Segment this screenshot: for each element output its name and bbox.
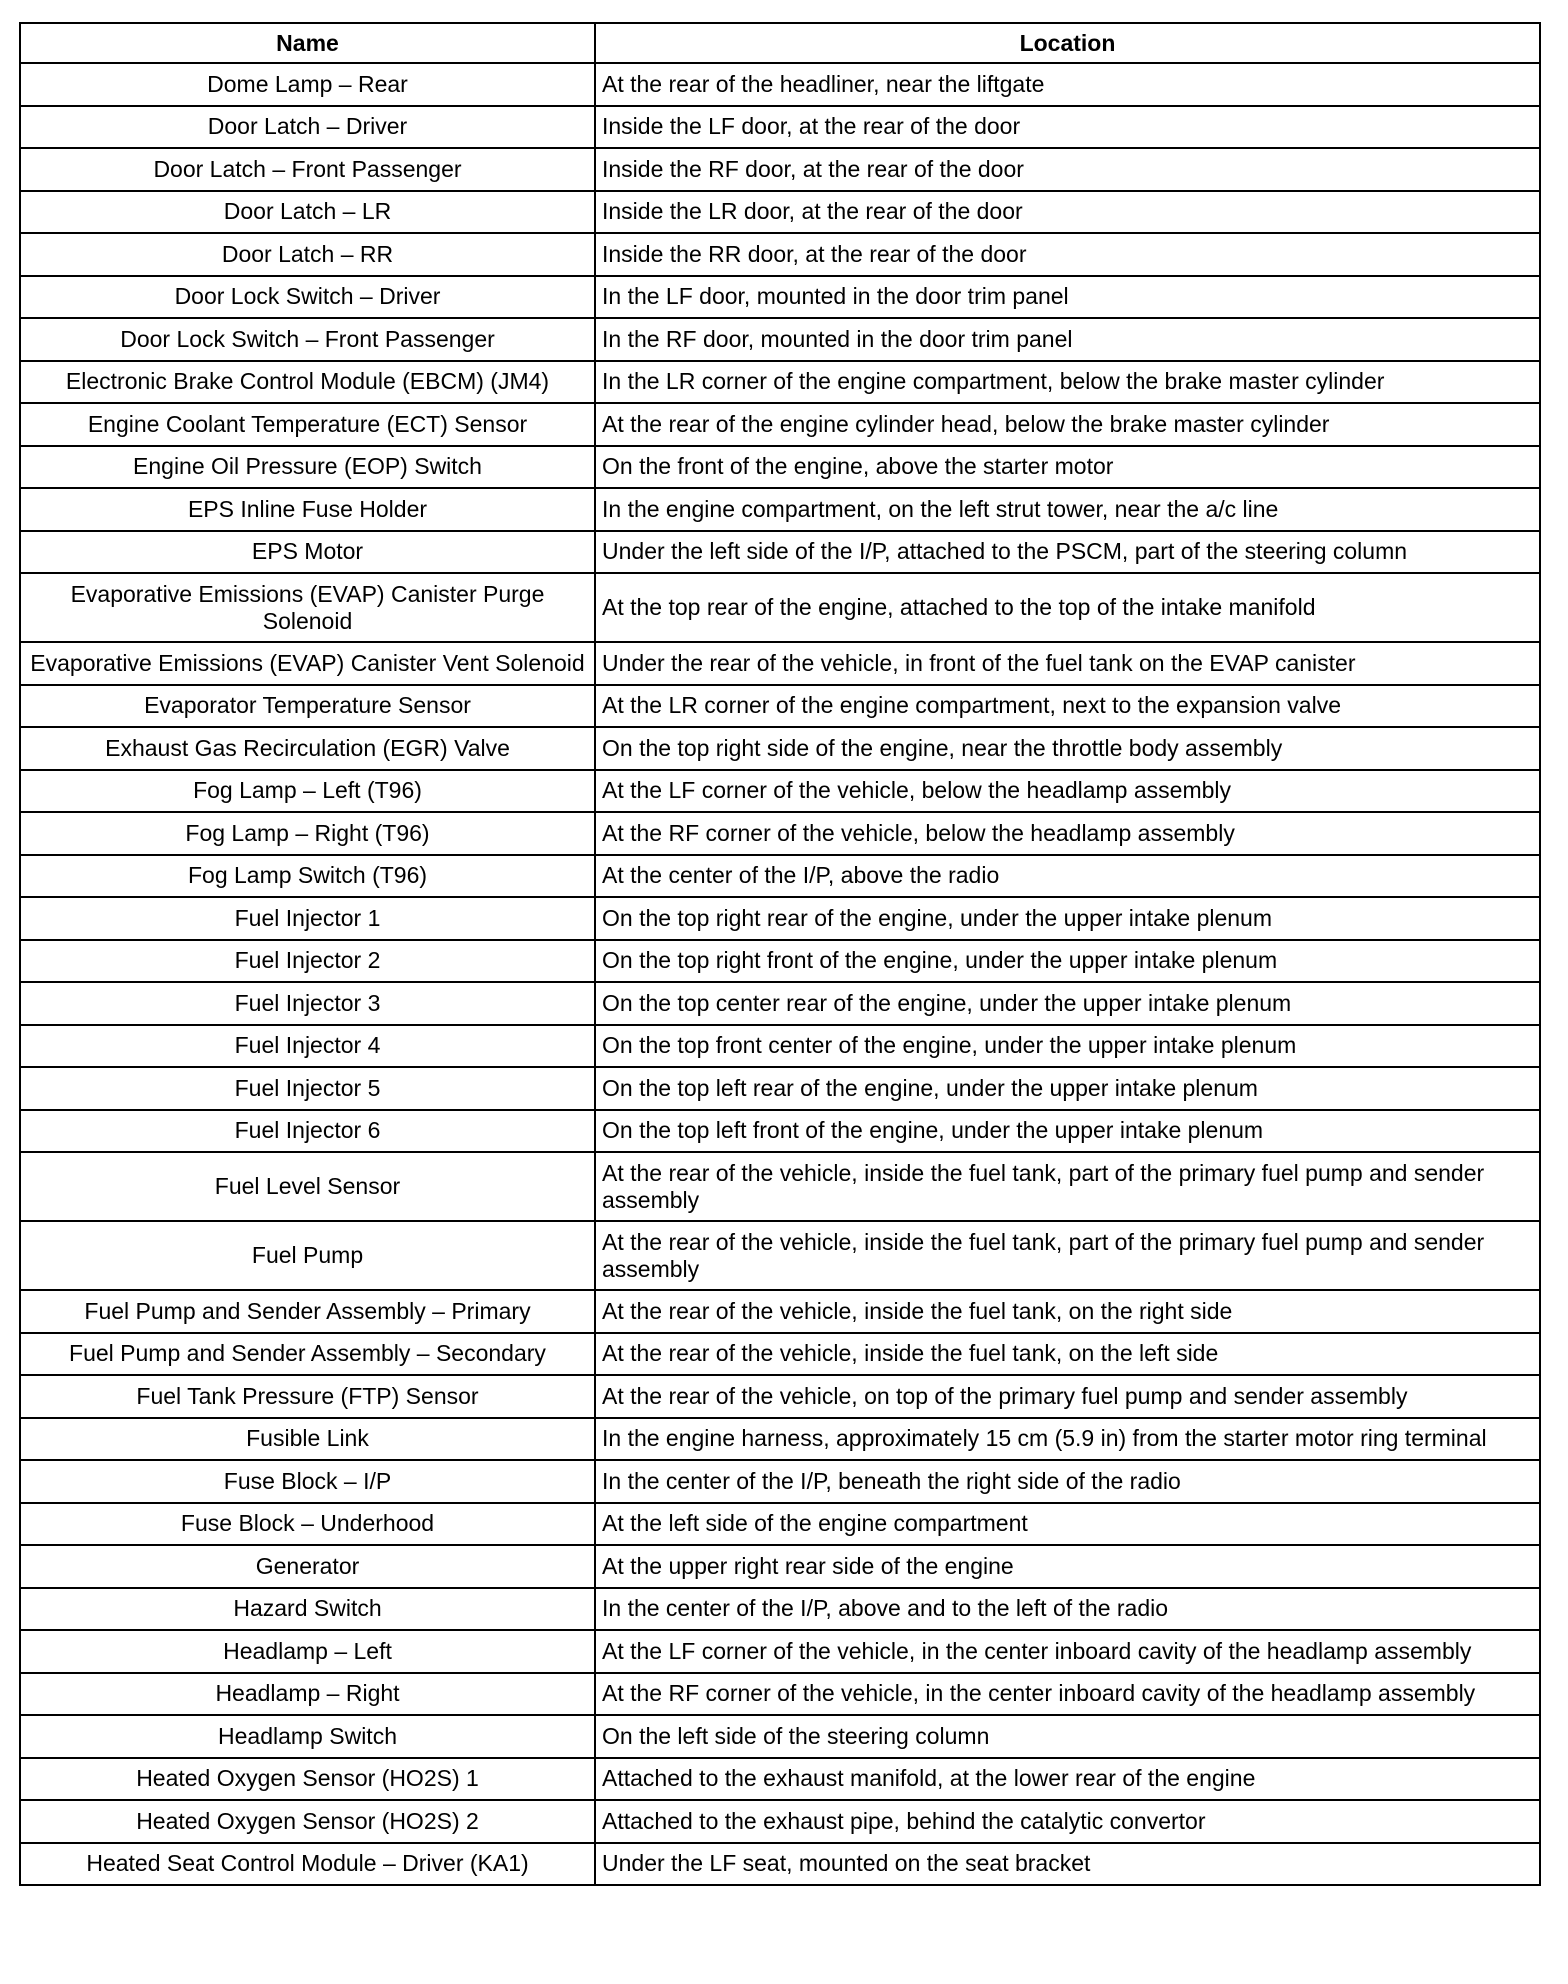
table-row — [20, 1025, 1540, 1068]
component-name: Hazard Switch — [20, 1588, 595, 1631]
component-location: At the upper right rear side of the engine — [595, 1545, 1540, 1588]
component-name: Door Latch – Driver — [20, 106, 595, 149]
table-row — [20, 1375, 1540, 1418]
table-row — [20, 1110, 1540, 1153]
table-row — [20, 770, 1540, 813]
table-row — [20, 1418, 1540, 1461]
table-row — [20, 361, 1540, 404]
component-location: At the LR corner of the engine compartment, next to the expansion valve — [595, 685, 1540, 728]
component-name: Fuse Block – I/P — [20, 1460, 595, 1503]
component-location: Under the LF seat, mounted on the seat bracket — [595, 1843, 1540, 1886]
table-row — [20, 531, 1540, 574]
component-location: At the rear of the vehicle, inside the fuel tank, part of the primary fuel pump and sender assembly — [595, 1152, 1540, 1221]
component-location: Inside the RR door, at the rear of the door — [595, 233, 1540, 276]
component-location: At the rear of the vehicle, on top of the primary fuel pump and sender assembly — [595, 1375, 1540, 1418]
table-row — [20, 318, 1540, 361]
table-row — [20, 897, 1540, 940]
table-row — [20, 1221, 1540, 1290]
component-name: Fuel Pump and Sender Assembly – Secondary — [20, 1333, 595, 1376]
header-row — [20, 23, 1540, 63]
component-location: At the rear of the vehicle, inside the fuel tank, part of the primary fuel pump and sender assembly — [595, 1221, 1540, 1290]
component-name: Headlamp – Right — [20, 1673, 595, 1716]
component-location: On the top left front of the engine, under the upper intake plenum — [595, 1110, 1540, 1153]
component-location: At the center of the I/P, above the radio — [595, 855, 1540, 898]
table-row — [20, 1152, 1540, 1221]
component-location: Inside the LR door, at the rear of the door — [595, 191, 1540, 234]
component-location: At the left side of the engine compartment — [595, 1503, 1540, 1546]
component-location: In the LF door, mounted in the door trim panel — [595, 276, 1540, 319]
component-name: Engine Oil Pressure (EOP) Switch — [20, 446, 595, 489]
header-name: Name — [20, 23, 595, 63]
component-name: Fusible Link — [20, 1418, 595, 1461]
table-row — [20, 446, 1540, 489]
component-location: Under the left side of the I/P, attached to the PSCM, part of the steering column — [595, 531, 1540, 574]
component-name: Evaporative Emissions (EVAP) Canister Vent Solenoid — [20, 642, 595, 685]
component-name: Headlamp – Left — [20, 1630, 595, 1673]
component-location: On the top right rear of the engine, under the upper intake plenum — [595, 897, 1540, 940]
component-name: Fuel Level Sensor — [20, 1152, 595, 1221]
component-name: Door Latch – Front Passenger — [20, 148, 595, 191]
component-name: Heated Oxygen Sensor (HO2S) 2 — [20, 1800, 595, 1843]
document-page — [19, 22, 1539, 1886]
component-location: In the center of the I/P, beneath the right side of the radio — [595, 1460, 1540, 1503]
component-location: Inside the RF door, at the rear of the door — [595, 148, 1540, 191]
component-location: In the center of the I/P, above and to the left of the radio — [595, 1588, 1540, 1631]
component-name: Door Lock Switch – Front Passenger — [20, 318, 595, 361]
component-location: Inside the LF door, at the rear of the door — [595, 106, 1540, 149]
component-name: Door Lock Switch – Driver — [20, 276, 595, 319]
table-row — [20, 148, 1540, 191]
component-name: Heated Seat Control Module – Driver (KA1) — [20, 1843, 595, 1886]
table-row — [20, 812, 1540, 855]
component-name: Fuel Injector 5 — [20, 1067, 595, 1110]
table-row — [20, 1715, 1540, 1758]
component-name: Heated Oxygen Sensor (HO2S) 1 — [20, 1758, 595, 1801]
component-location: On the top left rear of the engine, under the upper intake plenum — [595, 1067, 1540, 1110]
table-row — [20, 685, 1540, 728]
component-location: At the top rear of the engine, attached to the top of the intake manifold — [595, 573, 1540, 642]
component-name: Fog Lamp Switch (T96) — [20, 855, 595, 898]
table-row — [20, 1460, 1540, 1503]
table-row — [20, 63, 1540, 106]
component-name: Fog Lamp – Right (T96) — [20, 812, 595, 855]
table-row — [20, 642, 1540, 685]
component-name: Exhaust Gas Recirculation (EGR) Valve — [20, 727, 595, 770]
table-row — [20, 106, 1540, 149]
table-row — [20, 403, 1540, 446]
component-name: Fog Lamp – Left (T96) — [20, 770, 595, 813]
component-name: Fuel Tank Pressure (FTP) Sensor — [20, 1375, 595, 1418]
component-name: Door Latch – RR — [20, 233, 595, 276]
component-location: At the rear of the engine cylinder head, below the brake master cylinder — [595, 403, 1540, 446]
table-row — [20, 1290, 1540, 1333]
component-name: Evaporative Emissions (EVAP) Canister Purge Solenoid — [20, 573, 595, 642]
component-name: EPS Motor — [20, 531, 595, 574]
component-name: Fuel Injector 3 — [20, 982, 595, 1025]
table-row — [20, 855, 1540, 898]
table-row — [20, 1588, 1540, 1631]
component-name: Engine Coolant Temperature (ECT) Sensor — [20, 403, 595, 446]
component-location: On the top front center of the engine, under the upper intake plenum — [595, 1025, 1540, 1068]
component-name: Fuel Pump — [20, 1221, 595, 1290]
table-row — [20, 727, 1540, 770]
table-row — [20, 1673, 1540, 1716]
table-row — [20, 1800, 1540, 1843]
table-body — [20, 63, 1540, 1885]
component-location: On the left side of the steering column — [595, 1715, 1540, 1758]
component-location: In the LR corner of the engine compartment, below the brake master cylinder — [595, 361, 1540, 404]
component-name: Evaporator Temperature Sensor — [20, 685, 595, 728]
component-name: Fuel Injector 6 — [20, 1110, 595, 1153]
table-row — [20, 233, 1540, 276]
component-name: Fuel Pump and Sender Assembly – Primary — [20, 1290, 595, 1333]
component-location: In the engine compartment, on the left strut tower, near the a/c line — [595, 488, 1540, 531]
table-row — [20, 1503, 1540, 1546]
table-row — [20, 982, 1540, 1025]
component-location: Attached to the exhaust pipe, behind the catalytic convertor — [595, 1800, 1540, 1843]
component-name: Headlamp Switch — [20, 1715, 595, 1758]
table-row — [20, 1545, 1540, 1588]
table-row — [20, 573, 1540, 642]
component-name: Fuel Injector 1 — [20, 897, 595, 940]
table-row — [20, 1758, 1540, 1801]
component-name: Door Latch – LR — [20, 191, 595, 234]
component-location: In the engine harness, approximately 15 cm (5.9 in) from the starter motor ring terminal — [595, 1418, 1540, 1461]
component-location: In the RF door, mounted in the door trim panel — [595, 318, 1540, 361]
component-location: At the RF corner of the vehicle, below the headlamp assembly — [595, 812, 1540, 855]
component-location: At the rear of the vehicle, inside the fuel tank, on the right side — [595, 1290, 1540, 1333]
component-location: On the top right side of the engine, near the throttle body assembly — [595, 727, 1540, 770]
table-row — [20, 1333, 1540, 1376]
component-location: Attached to the exhaust manifold, at the lower rear of the engine — [595, 1758, 1540, 1801]
component-name: EPS Inline Fuse Holder — [20, 488, 595, 531]
header-location: Location — [595, 23, 1540, 63]
component-name: Fuel Injector 2 — [20, 940, 595, 983]
component-location-table — [19, 22, 1541, 1886]
table-row — [20, 488, 1540, 531]
table-row — [20, 1843, 1540, 1886]
table-row — [20, 1630, 1540, 1673]
component-name: Electronic Brake Control Module (EBCM) (JM4) — [20, 361, 595, 404]
component-location: At the LF corner of the vehicle, in the center inboard cavity of the headlamp assembly — [595, 1630, 1540, 1673]
component-name: Fuse Block – Underhood — [20, 1503, 595, 1546]
component-location: Under the rear of the vehicle, in front of the fuel tank on the EVAP canister — [595, 642, 1540, 685]
component-name: Fuel Injector 4 — [20, 1025, 595, 1068]
component-location: At the rear of the vehicle, inside the fuel tank, on the left side — [595, 1333, 1540, 1376]
table-row — [20, 276, 1540, 319]
component-location: At the LF corner of the vehicle, below the headlamp assembly — [595, 770, 1540, 813]
component-location: On the front of the engine, above the starter motor — [595, 446, 1540, 489]
component-location: At the RF corner of the vehicle, in the center inboard cavity of the headlamp assembly — [595, 1673, 1540, 1716]
component-location: On the top center rear of the engine, under the upper intake plenum — [595, 982, 1540, 1025]
table-row — [20, 191, 1540, 234]
table-row — [20, 1067, 1540, 1110]
component-name: Dome Lamp – Rear — [20, 63, 595, 106]
table-row — [20, 940, 1540, 983]
component-location: On the top right front of the engine, under the upper intake plenum — [595, 940, 1540, 983]
component-location: At the rear of the headliner, near the liftgate — [595, 63, 1540, 106]
component-name: Generator — [20, 1545, 595, 1588]
